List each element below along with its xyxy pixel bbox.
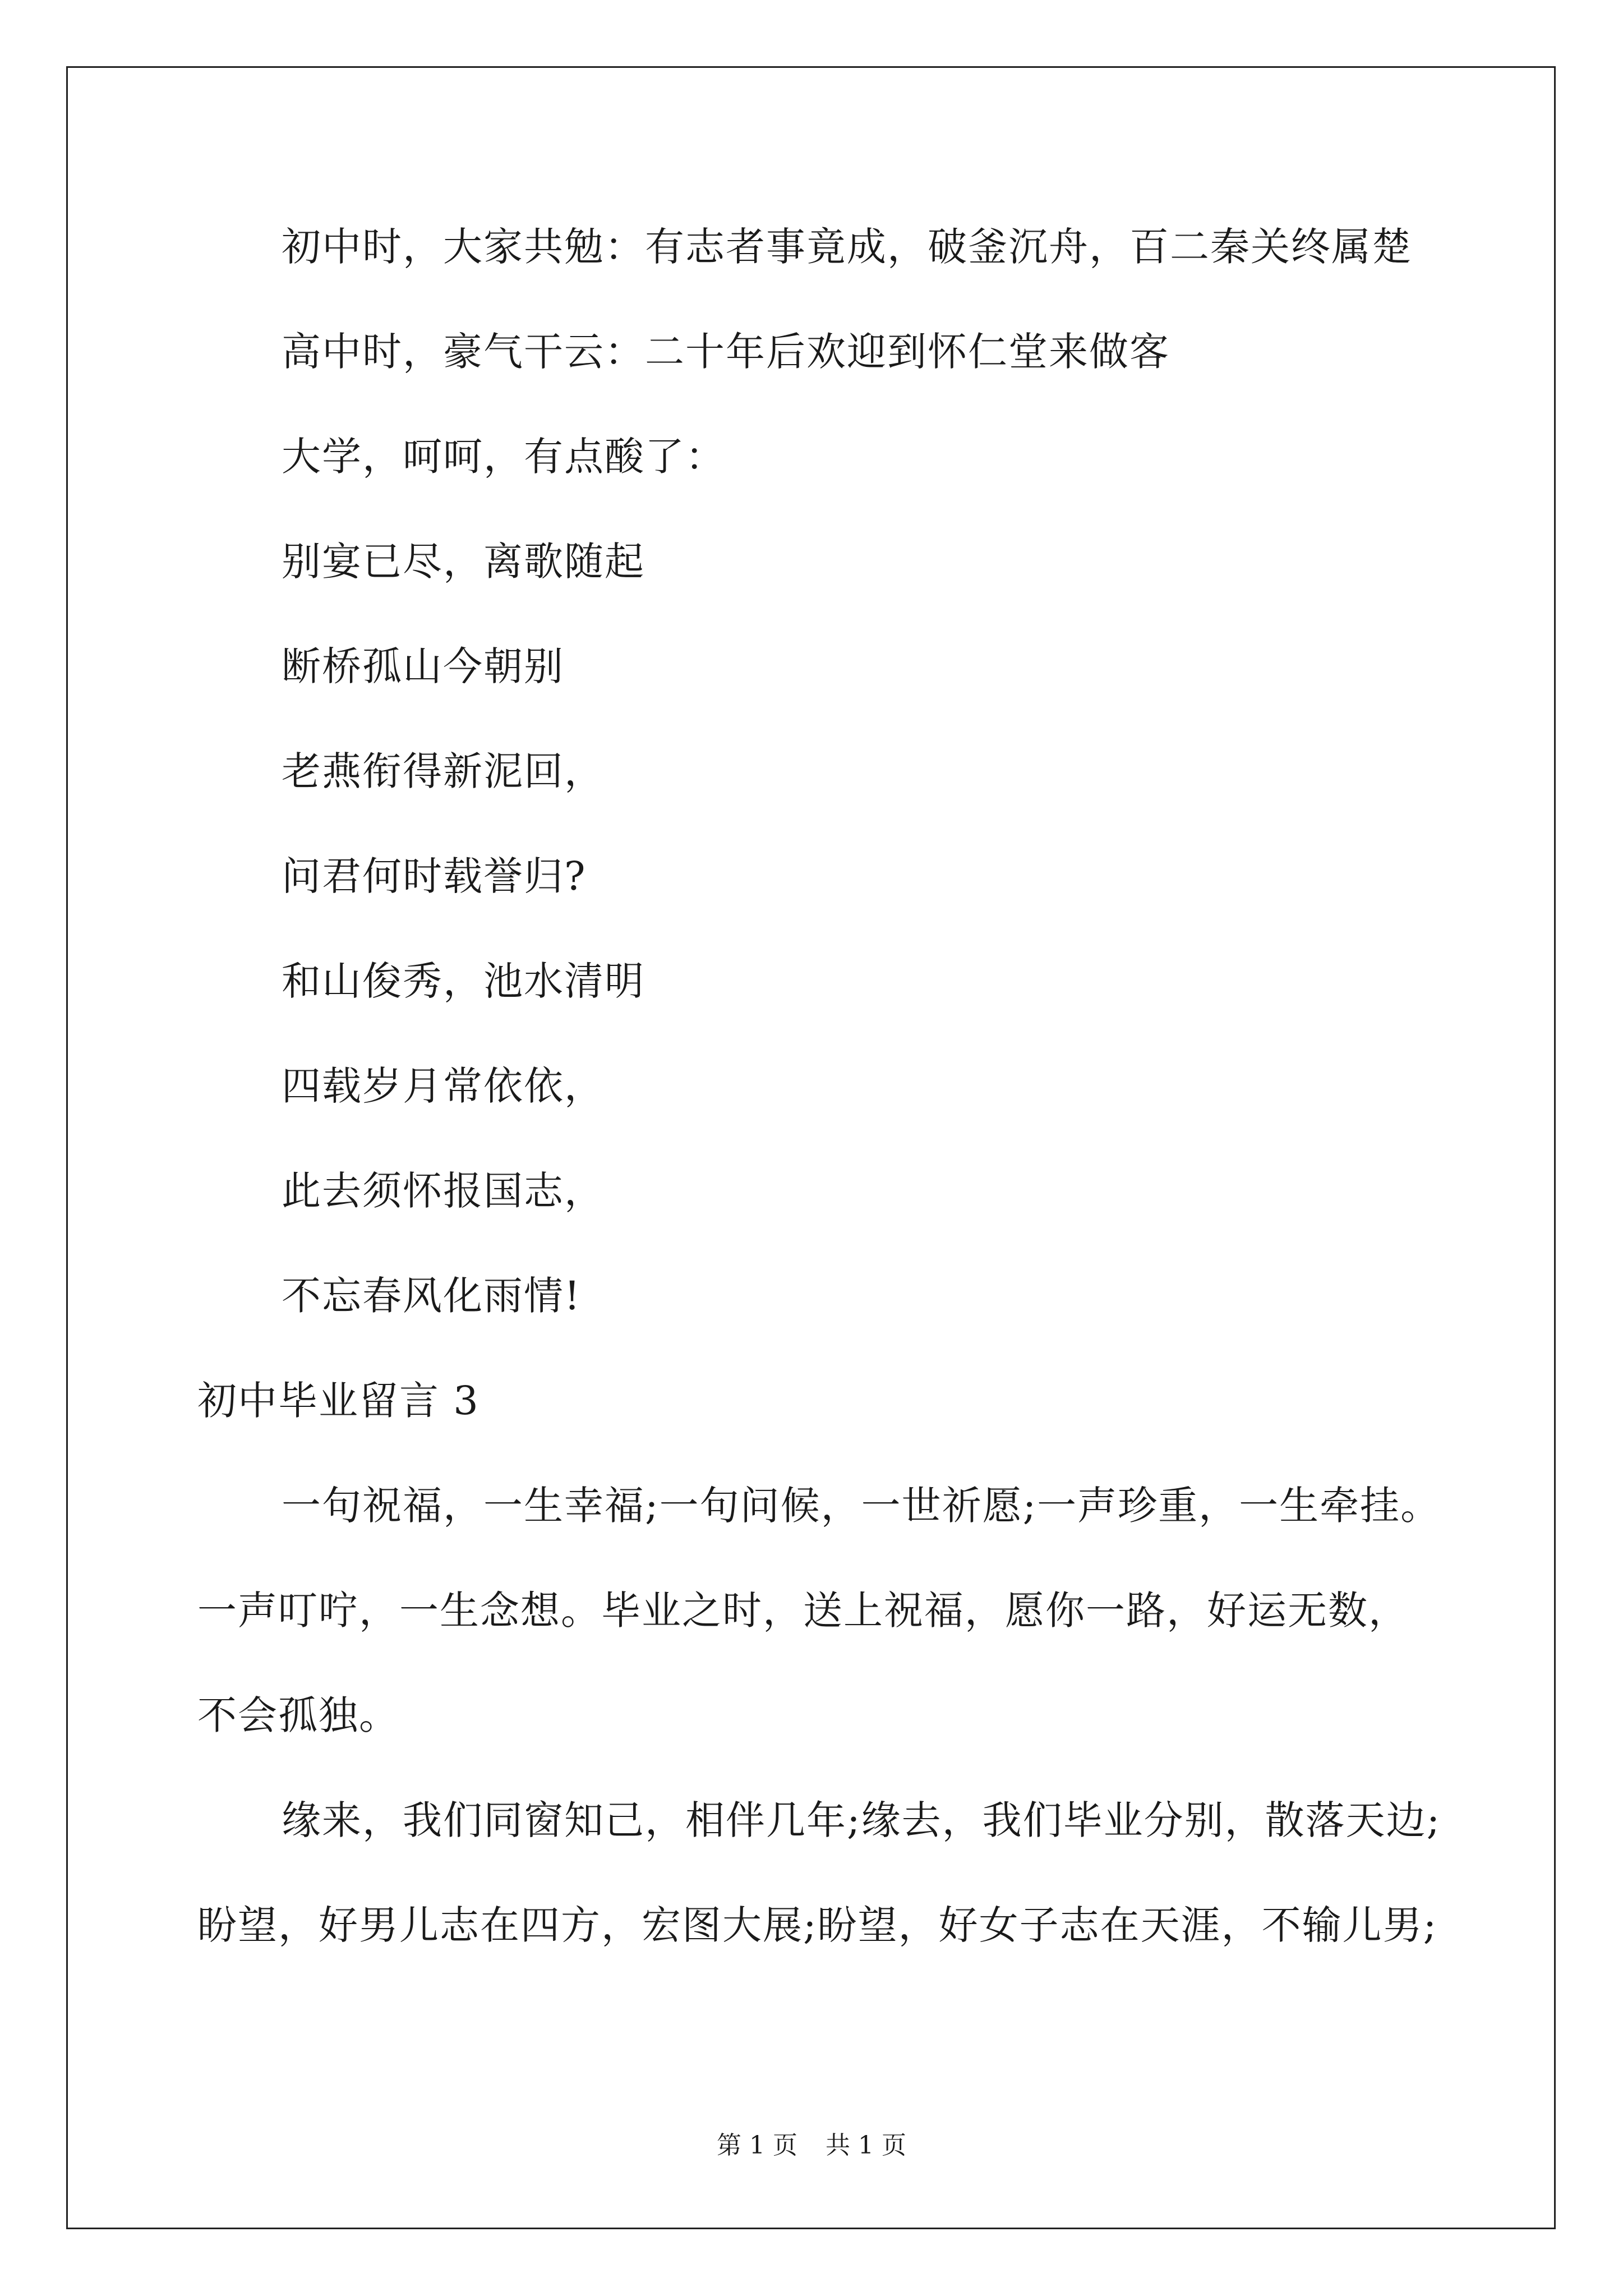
paragraph-line: 一句祝福，一生幸福;一句问候，一世祈愿;一声珍重，一生牵挂。 xyxy=(282,1483,1441,1529)
paragraph-line: 高中时，豪气干云：二十年后欢迎到怀仁堂来做客 xyxy=(282,329,1170,375)
paragraph-line: 不会孤独。 xyxy=(197,1692,399,1738)
page-number: 第 1 页 xyxy=(717,2131,797,2160)
paragraph-line: 四载岁月常依依， xyxy=(282,1063,605,1109)
paragraph-line: 缘来，我们同窗知己，相伴几年;缘去，我们毕业分别，散落天边; xyxy=(282,1797,1441,1843)
paragraph-line: 大学，呵呵，有点酸了： xyxy=(282,434,726,480)
paragraph-line: 初中时，大家共勉：有志者事竟成，破釜沉舟，百二秦关终属楚 xyxy=(282,224,1412,270)
paragraph-line: 老燕衔得新泥回， xyxy=(282,748,605,794)
page-total: 共 1 页 xyxy=(826,2131,906,2160)
paragraph-line: 盼望，好男儿志在四方，宏图大展;盼望，好女子志在天涯，不输儿男; xyxy=(197,1902,1438,1948)
paragraph-line: 问君何时载誉归? xyxy=(282,853,587,899)
paragraph-line: 断桥孤山今朝别 xyxy=(282,643,564,689)
page-footer xyxy=(0,2129,1623,2162)
paragraph-line: 和山俊秀，池水清明 xyxy=(282,958,645,1004)
paragraph-line: 不忘春风化雨情! xyxy=(282,1273,582,1319)
paragraph-line: 一声叮咛，一生念想。毕业之时，送上祝福，愿你一路，好运无数， xyxy=(197,1588,1409,1634)
section-heading: 初中毕业留言 3 xyxy=(197,1378,479,1424)
paragraph-line: 此去须怀报国志， xyxy=(282,1168,605,1214)
paragraph-line: 别宴已尽，离歌随起 xyxy=(282,539,645,585)
